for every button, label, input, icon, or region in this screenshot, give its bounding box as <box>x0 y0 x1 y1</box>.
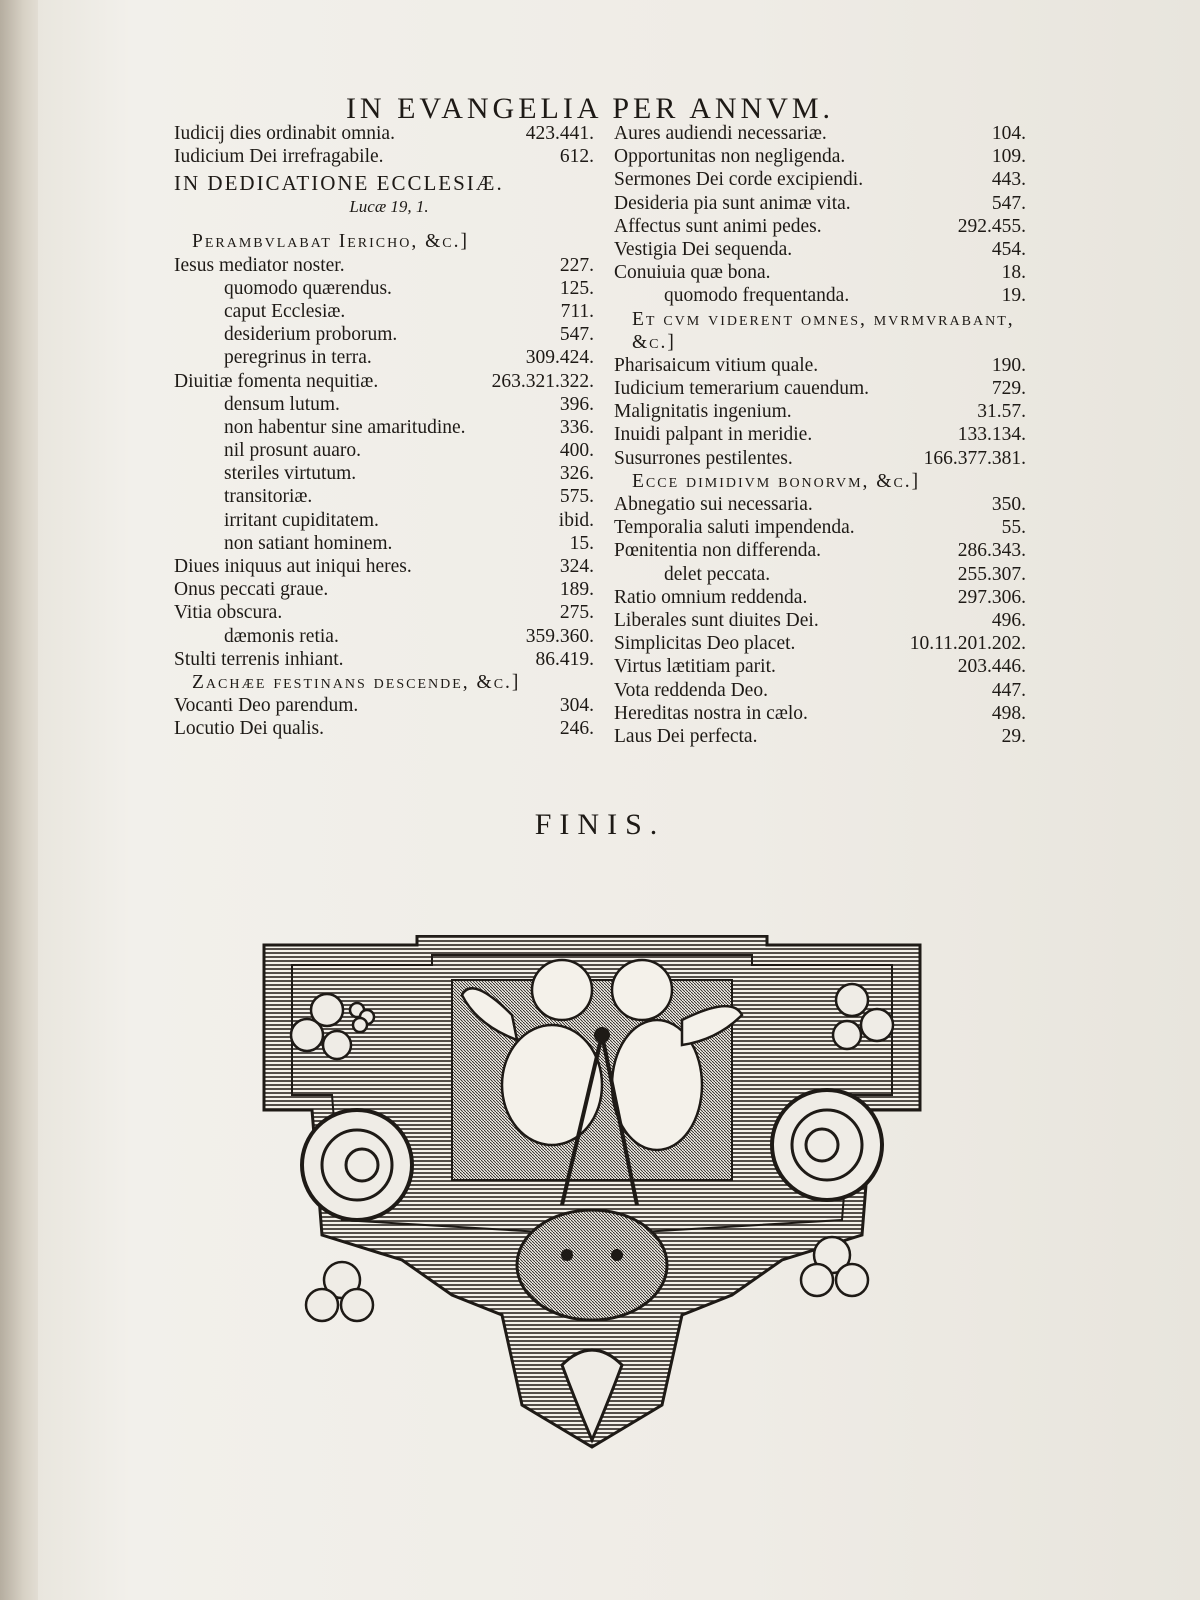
index-entry-page-ref: 203.446. <box>957 656 1026 678</box>
index-entry <box>614 354 1026 377</box>
index-entry <box>614 261 1026 284</box>
index-entry-page-ref: 336. <box>559 416 594 438</box>
index-entry-text: Malignitatis ingenium. <box>614 401 792 423</box>
index-entry-page-ref: ibid. <box>558 509 594 531</box>
index-entry <box>174 122 594 145</box>
index-entry-page-ref: 547. <box>991 192 1026 214</box>
index-entry <box>614 215 1026 238</box>
lemma-heading: Ecce dimidivm bonorvm, &c.] <box>632 470 921 492</box>
index-entry-text: Pharisaicum vitium quale. <box>614 354 819 376</box>
index-entry-page-ref: 400. <box>559 440 594 462</box>
index-entry-page-ref: 104. <box>991 123 1026 144</box>
index-entry <box>174 416 594 439</box>
index-entry-text: Hereditas nostra in cælo. <box>614 702 808 724</box>
index-entry-text: delet peccata. <box>664 563 771 585</box>
index-entry-page-ref: 326. <box>559 463 594 485</box>
index-entry <box>614 423 1026 446</box>
index-entry-page-ref: 350. <box>991 494 1026 516</box>
index-entry <box>614 238 1026 261</box>
index-entry-page-ref: 309.424. <box>525 347 594 369</box>
index-entry-text: irritant cupiditatem. <box>224 509 379 531</box>
index-entry <box>174 277 594 300</box>
index-entry-page-ref: 443. <box>991 169 1026 191</box>
index-entry-text: Stulti terrenis inhiant. <box>174 648 344 670</box>
index-entry-text: Pœnitentia non differenda. <box>614 540 822 562</box>
index-entry <box>174 648 594 671</box>
index-entry-text: Iudicij dies ordinabit omnia. <box>174 123 395 144</box>
index-entry <box>174 145 594 168</box>
index-entry-page-ref: 166.377.381. <box>923 447 1026 469</box>
index-entry <box>614 632 1026 655</box>
index-entry <box>174 555 594 578</box>
index-entry-text: Sermones Dei corde excipiendi. <box>614 169 864 191</box>
lemma-heading: Perambvlabat Iericho, &c.] <box>192 231 469 253</box>
lemma-heading: Zachæe festinans descende, &c.] <box>192 671 521 693</box>
index-entry <box>614 447 1026 470</box>
index-entry-text: non satiant hominem. <box>224 532 393 554</box>
index-entry-page-ref: 227. <box>559 254 594 276</box>
scripture-reference: Lucæ 19, 1. <box>349 197 429 217</box>
index-entry-text: densum lutum. <box>224 393 340 415</box>
index-entry-text: Diuitiæ fomenta nequitiæ. <box>174 370 379 392</box>
index-entry <box>614 679 1026 702</box>
index-entry <box>614 702 1026 725</box>
index-entry-text: Liberales sunt diuites Dei. <box>614 609 819 631</box>
index-entry-page-ref: 263.321.322. <box>491 370 594 392</box>
index-entry-text: Iudicium Dei irrefragabile. <box>174 146 384 168</box>
index-entry <box>174 578 594 601</box>
index-entry-text: Temporalia saluti impendenda. <box>614 517 855 539</box>
index-entry-page-ref: 18. <box>1001 262 1026 284</box>
index-entry-page-ref: 10.11.201.202. <box>909 633 1026 655</box>
index-entry-page-ref: 496. <box>991 609 1026 631</box>
index-entry <box>174 300 594 323</box>
index-entry-text: Inuidi palpant in meridie. <box>614 424 813 446</box>
lemma-heading: Et cvm viderent omnes, mvrmvrabant, &c.] <box>632 308 1015 353</box>
index-entry-page-ref: 86.419. <box>535 648 594 670</box>
index-entry <box>614 516 1026 539</box>
index-entry-text: dæmonis retia. <box>224 625 339 647</box>
index-entry-text: non habentur sine amaritudine. <box>224 416 466 438</box>
index-entry-text: Virtus lætitiam parit. <box>614 656 776 678</box>
index-entry-text: quomodo frequentanda. <box>664 285 850 307</box>
index-entry-text: Desideria pia sunt animæ vita. <box>614 192 851 214</box>
index-entry-page-ref: 125. <box>559 277 594 299</box>
index-entry-page-ref: 19. <box>1001 285 1026 307</box>
index-entry-text: Laus Dei perfecta. <box>614 725 758 747</box>
index-entry-page-ref: 612. <box>559 146 594 168</box>
index-entry-text: quomodo quærendus. <box>224 277 392 299</box>
index-entry <box>174 254 594 277</box>
index-entry <box>174 601 594 624</box>
index-entry <box>614 284 1026 307</box>
index-entry-page-ref: 55. <box>1001 517 1026 539</box>
index-entry-text: Iudicium temerarium cauendum. <box>614 378 870 400</box>
index-entry-page-ref: 15. <box>569 532 594 554</box>
index-entry-text: caput Ecclesiæ. <box>224 300 346 322</box>
index-entry-text: Onus peccati graue. <box>174 579 329 601</box>
index-entry-page-ref: 547. <box>559 324 594 346</box>
index-column-left <box>174 122 594 741</box>
index-entry <box>614 725 1026 748</box>
index-entry-text: Vitia obscura. <box>174 602 283 624</box>
index-entry-page-ref: 255.307. <box>957 563 1026 585</box>
index-entry <box>174 717 594 740</box>
index-column-right <box>614 122 1026 748</box>
index-entry-text: steriles virtutum. <box>224 463 357 485</box>
index-entry <box>174 346 594 369</box>
index-entry-page-ref: 109. <box>991 146 1026 168</box>
index-entry <box>614 586 1026 609</box>
index-entry-page-ref: 246. <box>559 718 594 740</box>
cherubs-with-compass-woodcut-icon <box>262 935 922 1450</box>
index-entry <box>174 532 594 555</box>
index-entry-page-ref: 729. <box>991 378 1026 400</box>
index-entry <box>174 625 594 648</box>
index-entry-text: peregrinus in terra. <box>224 347 372 369</box>
index-entry-page-ref: 31.57. <box>977 401 1026 423</box>
index-entry-text: Opportunitas non negligenda. <box>614 146 846 168</box>
index-entry <box>174 323 594 346</box>
index-entry <box>174 370 594 393</box>
index-entry-page-ref: 359.360. <box>525 625 594 647</box>
index-entry-text: desiderium proborum. <box>224 324 398 346</box>
index-entry <box>614 122 1026 145</box>
index-entry-page-ref: 304. <box>559 695 594 717</box>
index-entry-page-ref: 711. <box>560 300 594 322</box>
index-entry-text: Locutio Dei qualis. <box>174 718 325 740</box>
index-entry-text: Simplicitas Deo placet. <box>614 633 796 655</box>
index-entry-page-ref: 297.306. <box>957 586 1026 608</box>
index-entry-text: Conuiuia quæ bona. <box>614 262 771 284</box>
index-entry-text: Vocanti Deo parendum. <box>174 695 359 717</box>
index-entry-page-ref: 190. <box>991 354 1026 376</box>
index-entry-page-ref: 423.441. <box>525 123 594 144</box>
index-entry-text: Iesus mediator noster. <box>174 254 345 276</box>
index-entry <box>614 609 1026 632</box>
index-entry <box>174 509 594 532</box>
index-entry <box>614 539 1026 562</box>
running-head: IN EVANGELIA PER ANNVM. <box>345 92 835 125</box>
index-entry-text: Vota reddenda Deo. <box>614 679 768 701</box>
index-entry-text: nil prosunt auaro. <box>224 440 362 462</box>
index-entry-page-ref: 498. <box>991 702 1026 724</box>
index-entry-page-ref: 454. <box>991 238 1026 260</box>
index-entry <box>614 192 1026 215</box>
index-entry <box>174 485 594 508</box>
spacer <box>174 220 594 230</box>
section-heading: IN DEDICATIONE ECCLESIÆ. <box>174 171 504 196</box>
index-entry-text: Diues iniquus aut iniqui heres. <box>174 556 412 577</box>
index-entry-page-ref: 189. <box>559 579 594 601</box>
index-entry <box>614 145 1026 168</box>
index-entry-text: transitoriæ. <box>224 486 313 508</box>
index-entry <box>614 377 1026 400</box>
index-entry-page-ref: 447. <box>991 679 1026 701</box>
index-entry <box>614 655 1026 678</box>
index-entry-page-ref: 324. <box>559 556 594 577</box>
index-entry-page-ref: 286.343. <box>957 540 1026 562</box>
index-entry-text: Vestigia Dei sequenda. <box>614 238 793 260</box>
index-entry-text: Aures audiendi necessariæ. <box>614 123 827 144</box>
index-entry-page-ref: 396. <box>559 393 594 415</box>
index-entry <box>614 168 1026 191</box>
index-entry-text: Abnegatio sui necessaria. <box>614 494 813 516</box>
index-entry-page-ref: 575. <box>559 486 594 508</box>
index-entry-page-ref: 275. <box>559 602 594 624</box>
index-entry <box>174 462 594 485</box>
index-entry <box>174 439 594 462</box>
index-entry-text: Affectus sunt animi pedes. <box>614 215 822 237</box>
index-entry <box>614 493 1026 516</box>
index-entry-text: Susurrones pestilentes. <box>614 447 793 469</box>
index-entry-text: Ratio omnium reddenda. <box>614 586 808 608</box>
index-entry <box>174 393 594 416</box>
finis-heading: FINIS. <box>534 808 666 841</box>
index-entry <box>614 563 1026 586</box>
index-entry <box>174 694 594 717</box>
index-entry-page-ref: 29. <box>1001 725 1026 747</box>
index-entry-page-ref: 133.134. <box>957 424 1026 446</box>
index-entry <box>614 400 1026 423</box>
index-entry-page-ref: 292.455. <box>957 215 1026 237</box>
